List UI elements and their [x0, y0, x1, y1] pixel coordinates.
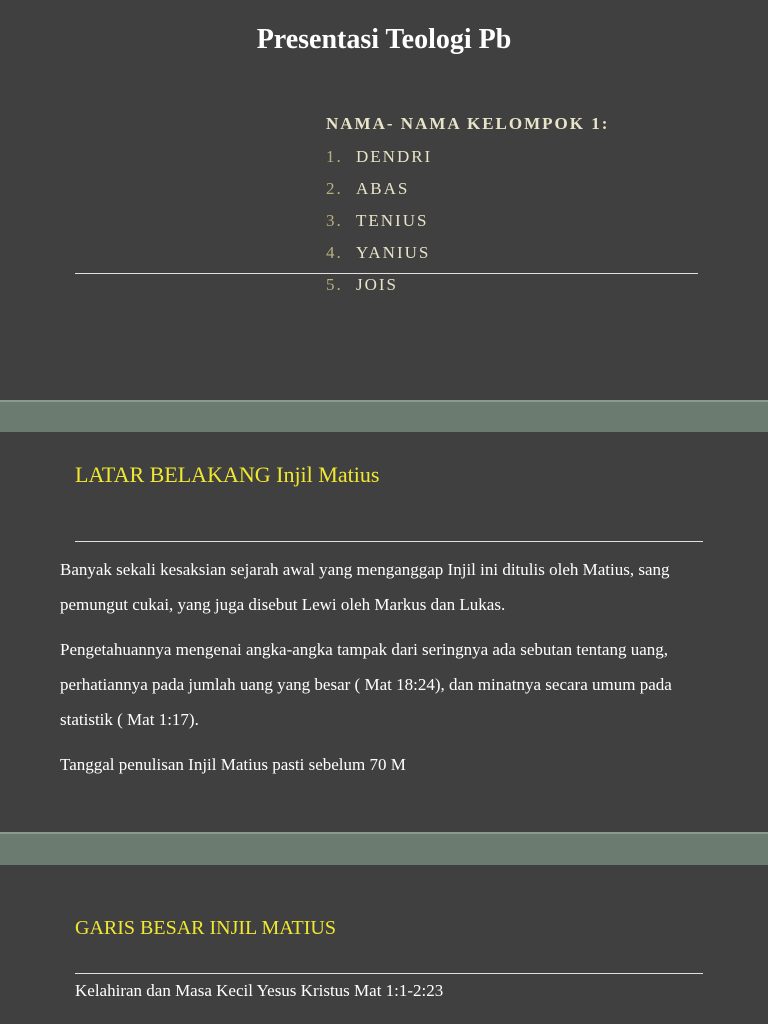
list-item [326, 208, 432, 240]
divider [75, 273, 698, 274]
member-name: YANIUS [356, 243, 431, 262]
list-number: 1. [326, 147, 343, 166]
list-number: 4. [326, 243, 343, 262]
divider [75, 973, 703, 974]
member-name: DENDRI [356, 147, 433, 166]
list-number: 2. [326, 179, 343, 198]
list-item [326, 272, 432, 304]
slide-separator [0, 832, 768, 865]
list-number: 5. [326, 275, 343, 294]
section-heading: GARIS BESAR INJIL MATIUS [75, 917, 336, 939]
group-heading: NAMA- NAMA KELOMPOK 1: [326, 114, 610, 133]
outline-item: Kelahiran dan Masa Kecil Yesus Kristus Mat 1:1-2:23 [75, 981, 444, 1000]
slide-title: Presentasi Teologi Pb [256, 24, 512, 55]
member-name: JOIS [356, 275, 399, 294]
list-item [326, 144, 432, 176]
member-name: ABAS [356, 179, 410, 198]
list-item [326, 240, 432, 272]
slide-separator [0, 400, 768, 432]
paragraph: Tanggal penulisan Injil Matius pasti sebelum 70 M [60, 755, 406, 774]
slide-2 [0, 432, 768, 832]
slide-1 [0, 0, 768, 400]
slide-3 [0, 865, 768, 1024]
member-list [326, 144, 432, 304]
section-heading: LATAR BELAKANG Injil Matius [75, 462, 380, 487]
paragraph: Pengetahuannya mengenai angka-angka tampak dari seringnya ada sebutan tentang uang, perhatiannya pada jumlah uang yang besar ( Mat 18:24), dan minatnya secara umum pada statistik ( Mat 1:17). [60, 640, 672, 729]
list-item [326, 176, 432, 208]
list-number: 3. [326, 211, 343, 230]
member-name: TENIUS [356, 211, 429, 230]
divider [75, 541, 703, 542]
body-text [60, 552, 710, 792]
paragraph: Banyak sekali kesaksian sejarah awal yang menganggap Injil ini ditulis oleh Matius, sang pemungut cukai, yang juga disebut Lewi oleh Markus dan Lukas. [60, 560, 670, 614]
